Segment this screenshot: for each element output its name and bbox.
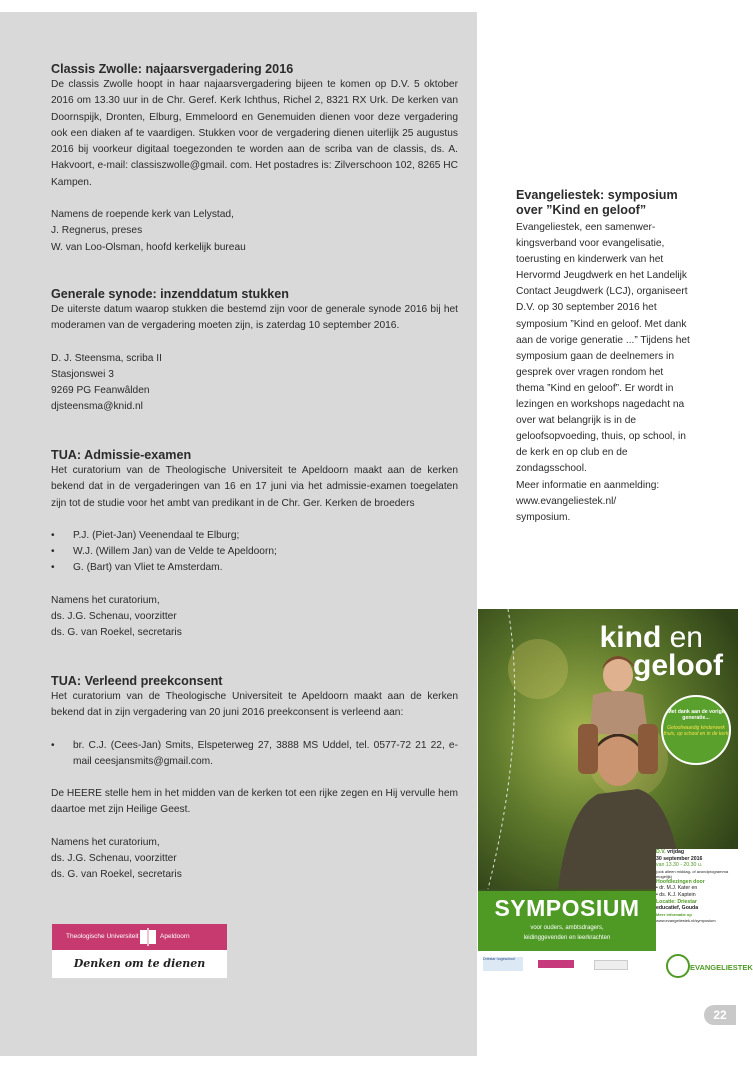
sign-line: J. Regnerus, preses [51, 225, 143, 237]
title-bold: kind [599, 621, 662, 654]
sign-line: ds. J.G. Schenau, voorzitter [51, 853, 177, 865]
poster-title-line2: geloof [633, 649, 723, 682]
sign-line: Namens de roepende kerk van Lelystad, [51, 209, 234, 221]
poster-badge [661, 695, 731, 765]
sign-line: Namens het curatorium, [51, 836, 160, 848]
section-tua-preekconsent [51, 673, 458, 884]
list-item: • P.J. (Piet-Jan) Veenendaal te Elburg; [51, 528, 458, 544]
info-date: 30 september 2016 [656, 855, 703, 862]
poster-info [656, 849, 736, 925]
section-heading: Classis Zwolle: najaarsvergadering 2016 [51, 62, 294, 76]
section-heading: Generale synode: inzenddatum stukken [51, 287, 289, 301]
section-body: De uiterste datum waarop stukken die bestemd zijn voor de generale synode 2016 bij het moderamen van de vergadering moeten zijn, is zaterdag 10 september 2016. [51, 304, 458, 332]
info-speaker: • ds. K.J. Kaptein [656, 891, 696, 898]
sign-line: W. van Loo-Olsman, hoofd kerkelijk bureau [51, 241, 246, 253]
sign-line: djsteensma@knid.nl [51, 401, 143, 413]
blessing-text: De HEERE stelle hem in het midden van de kerken tot een rijke zegen en Hij vervulle hem daartoe met zijn Heilige Geest. [51, 788, 458, 816]
banner-sub: leidinggevenden en leerkrachten [523, 935, 611, 941]
sidebar-more: Meer informatie en aanmelding: [516, 479, 660, 491]
poster-footer [478, 951, 753, 980]
badge-sub: Geloofwaardig kinderwerk thuis, op school en in de kerk [663, 725, 729, 737]
section-tua-admissie [51, 447, 458, 642]
sidebar-body: Evangeliestek, een samenwer-kingsverband voor evangelisatie, toerusting en kinderwerk van het Hervormd Jeugdwerk en het Landelijk Contact Jeugdwerk (LCJ), organiseert D.V. op 30 september 2016 het symposium ”Kind en geloof. Met dank aan de vorige generatie ...” Tijdens het symposium gaan de deelnemers in gesprek over vragen rondom het thema ”Kind en geloof”. Er wordt in lezingen en workshops nagedacht na over wat belangrijk is in de geloofsopvoeding, thuis, op school, in de kerk en op club en de zondagsschool. [516, 222, 690, 475]
sponsor-logo: Driestar hogeschool [483, 957, 523, 971]
banner-sub: voor ouders, ambtsdragers, [530, 925, 604, 931]
book-icon [139, 927, 157, 947]
section-body: De classis Zwolle hoopt in haar najaarsvergadering bijeen te komen op D.V. 5 oktober 2016 om 13.30 uur in de Chr. Geref. Kerk Ichthus, Richel 2, 8321 RX Urk. De kerken van Doornspijk, Dronten, Elburg, Emmeloord en Genemuiden dienen voor deze vergadering ook een diaken af te vaardigen. Stukken voor de vergadering dienen uiterlijk 25 augustus 2016 bij voorkeur digitaal toegezonden te worden aan de scriba van de classis, ds. A. Hakvoort, e-mail: classiszwolle@gmail. com. Het postadres is: Zilverschoon 102, 8265 HC Kampen. [51, 79, 458, 188]
sidebar-link[interactable]: www.evangeliestek.nl/ [516, 495, 617, 507]
list-item: • G. (Bart) van Vliet te Amsterdam. [51, 560, 458, 576]
sign-line: Stasjonswei 3 [51, 368, 114, 380]
sidebar-heading: Evangeliestek: symposium over ”Kind en geloof” [516, 188, 678, 217]
sign-line: ds. G. van Roekel, secretaris [51, 627, 182, 639]
info-location: educatief, Gouda [656, 905, 699, 912]
sidebar-link-2: symposium. [516, 511, 571, 523]
info-speaker: • dr. M.J. Kater en [656, 885, 698, 892]
info-day: vrijdag [667, 849, 685, 855]
info-more: Meer informatie op [656, 911, 692, 917]
sign-line: ds. G. van Roekel, secretaris [51, 869, 182, 881]
sign-line: Namens het curatorium, [51, 594, 160, 606]
info-url: www.evangeliestek.nl/symposium [656, 918, 716, 924]
badge-top: Met dank aan de vorige generatie... [667, 709, 725, 721]
symposium-poster [478, 609, 753, 980]
section-body: Het curatorium van de Theologische Universiteit te Apeldoorn maakt aan de kerken bekend dat in zijn vergadering van 20 juni 2016 preekconsent is verleend aan: [51, 691, 458, 719]
section-heading: TUA: Verleend preekconsent [51, 674, 223, 688]
sponsor-logo [594, 960, 628, 970]
evangeliestek-brand: EVANGELIESTEK [690, 963, 753, 972]
sign-line: D. J. Steensma, scriba II [51, 352, 162, 364]
title-light: en [661, 621, 703, 654]
info-note: (ook alleen middag- of avondprogramma mogelijk) [656, 868, 729, 879]
info-dv: D.V. [656, 849, 666, 855]
list-item: • W.J. (Willem Jan) van de Velde te Apeldoorn; [51, 544, 458, 560]
info-location-label: Locatie: Driestar [656, 898, 697, 905]
logo-left-text: Theologische Universiteit [66, 933, 139, 940]
sidebar-article [516, 188, 694, 526]
section-heading: TUA: Admissie-examen [51, 448, 192, 462]
sponsor-logo [538, 960, 574, 968]
section-generale-synode [51, 286, 458, 416]
section-classis-zwolle [51, 61, 458, 256]
tua-logo-banner [52, 924, 227, 950]
sign-line: ds. J.G. Schenau, voorzitter [51, 611, 177, 623]
list-item: • br. C.J. (Cees-Jan) Smits, Elspeterweg 27, 3888 MS Uddel, tel. 0577-72 21 22, e-mail ceesjansmits@gmail.com. [51, 738, 458, 771]
section-body: Het curatorium van de Theologische Universiteit te Apeldoorn maakt aan de kerken bekend dat in de vergaderingen van 16 en 17 juni via het admissie-examen toegelaten zijn tot de studie voor het ambt van predikant in de Chr. Ger. Kerken de broeders [51, 465, 458, 509]
sign-line: 9269 PG Feanwâlden [51, 385, 150, 397]
banner-title: SYMPOSIUM [494, 895, 640, 921]
info-time: van 13.30 - 20.30 u. [656, 862, 703, 869]
info-speakers-label: Hoofdlezingen door [656, 878, 705, 885]
evangeliestek-logo-icon [666, 954, 690, 978]
logo-right-text: Apeldoorn [160, 933, 190, 940]
bullet-list [51, 738, 458, 771]
tua-logo [52, 924, 227, 978]
bullet-list [51, 528, 458, 577]
poster-banner [478, 891, 656, 951]
logo-motto: Denken om te dienen [52, 950, 227, 978]
page-number: 22 [704, 1005, 736, 1025]
